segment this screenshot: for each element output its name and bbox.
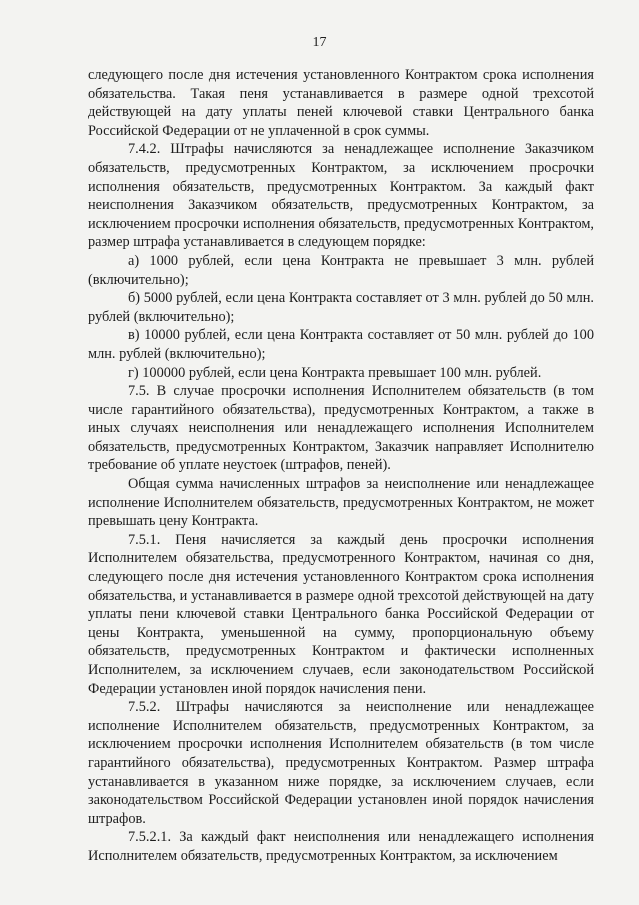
- paragraph-continuation: следующего после дня истечения установленного Контрактом срока исполнения обязательства. Такая пеня устанавливается в размере одной трехсотой действующей на дату уплаты пеней ключевой ставки Центрального банка Российской Федерации от не уплаченной в срок суммы.: [88, 67, 594, 139]
- paragraph-7-5: 7.5. В случае просрочки исполнения Исполнителем обязательств (в том числе гарантийного обязательства), предусмотренных Контрактом, а также в иных случаях неисполнения или ненадлежащего исполнения Исполнителем обязательств, предусмотренных Контрактом, Заказчик направляет Исполнителю требование об уплате неустоек (штрафов, пеней).: [88, 383, 594, 474]
- list-item-g: г) 100000 рублей, если цена Контракта превышает 100 млн. рублей.: [128, 364, 542, 381]
- page-number: 17: [312, 35, 327, 50]
- document-body: [88, 66, 594, 866]
- list-item-b: б) 5000 рублей, если цена Контракта составляет от 3 млн. рублей до 50 млн. рублей (включительно);: [88, 290, 594, 325]
- list-item-v: в) 10000 рублей, если цена Контракта составляет от 50 млн. рублей до 100 млн. рублей (включительно);: [88, 327, 594, 362]
- paragraph-7-5-2: 7.5.2. Штрафы начисляются за неисполнение или ненадлежащее исполнение Исполнителем обязательств, предусмотренных Контрактом, за исключением просрочки исполнения Исполнителем обязательств (в том числе гарантийного обязательства), предусмотренных Контрактом. Размер штрафа устанавливается в указанном ниже порядке, за исключением случаев, если законодательством Российской Федерации установлен иной порядок начисления штрафов.: [88, 699, 594, 827]
- list-item-a: а) 1000 рублей, если цена Контракта не превышает 3 млн. рублей (включительно);: [88, 252, 594, 288]
- paragraph-total-fines: Общая сумма начисленных штрафов за неисполнение или ненадлежащее исполнение Исполнителем обязательств, предусмотренных Контрактом, не может превышать цену Контракта.: [88, 476, 594, 530]
- paragraph-7-5-1: 7.5.1. Пеня начисляется за каждый день просрочки исполнения Исполнителем обязательства, предусмотренного Контрактом, начиная со дня, следующего после дня истечения установленного Контрактом срока исполнения обязательства, и устанавливается в размере одной трехсотой действующей на дату уплаты пени ключевой ставки Центрального банка Российской Федерации от цены Контракта, уменьшенной на сумму, пропорциональную объему обязательств, предусмотренных Контрактом и фактически исполненных Исполнителем, за исключением случаев, если законодательством Российской Федерации установлен иной порядок начисления пени.: [88, 531, 594, 697]
- paragraph-7-5-2-1: 7.5.2.1. За каждый факт неисполнения или ненадлежащего исполнения Исполнителем обязательств, предусмотренных Контрактом, за исключением: [88, 829, 594, 864]
- paragraph-7-4-2: 7.4.2. Штрафы начисляются за ненадлежащее исполнение Заказчиком обязательств, предусмотренных Контрактом, за исключением просрочки исполнения обязательств, предусмотренных Контрактом. За каждый факт неисполнения Заказчиком обязательств, предусмотренных Контрактом, за исключением просрочки исполнения обязательств, предусмотренных Контрактом, размер штрафа устанавливается в следующем порядке:: [88, 141, 594, 251]
